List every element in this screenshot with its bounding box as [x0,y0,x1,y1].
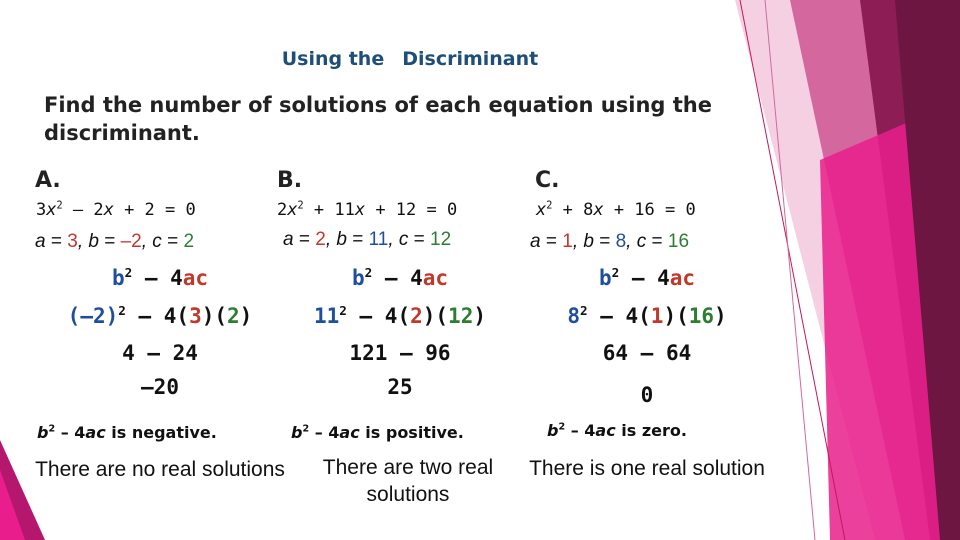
equation: $3x^2 - 2x + 2 = 0$ [36,200,196,220]
simplified-step: 121 – 96 [349,341,451,365]
substitution: $11^2 - 4(2)(12)$ [313,303,486,328]
discriminant-formula: $b^2 - 4ac$ [351,265,449,290]
title-part-2: Discriminant [402,48,539,70]
solution-answer: There is one real solution [529,457,765,480]
solution-answer: There are no real solutions [35,458,285,481]
problem-letter: A. [35,168,61,193]
simplified-step: 4 – 24 [122,341,198,365]
simplified-step: 64 – 64 [602,341,692,365]
discriminant-value: –20 [141,375,179,399]
column-b [275,0,525,540]
conclusion: $b^2 - 4ac$ is negative. [37,423,217,442]
solution-answer: There are two real solutions [322,456,494,506]
problem-letter: B. [277,168,303,193]
title-part-1: Using the [281,48,385,70]
coefficients: a = 1, b = 8, c = 16 [530,231,690,252]
substitution: $8^2 - 4(1)(16)$ [567,303,727,328]
discriminant-formula: $b^2 - 4ac$ [598,265,696,290]
problem-letter: C. [535,168,560,193]
instruction-text: Find the number of solutions of each equation using the discriminant. [44,93,712,145]
conclusion: $b^2 - 4ac$ is positive. [291,423,464,442]
discriminant-value: 0 [640,383,654,407]
equation: $2x^2 + 11x + 12 = 0$ [277,200,458,220]
equation: $x^2 + 8x + 16 = 0$ [536,200,696,220]
conclusion: $b^2 - 4ac$ is zero. [547,421,687,440]
discriminant-formula: $b^2 - 4ac$ [111,265,209,290]
substitution: $(-2)^2 - 4(3)(2)$ [67,303,253,328]
coefficients: a = 3, b = –2, c = 2 [35,231,195,252]
discriminant-value: 25 [387,375,413,399]
column-a [35,0,285,540]
coefficients: a = 2, b = 11, c = 12 [283,229,452,250]
column-c [510,0,765,540]
